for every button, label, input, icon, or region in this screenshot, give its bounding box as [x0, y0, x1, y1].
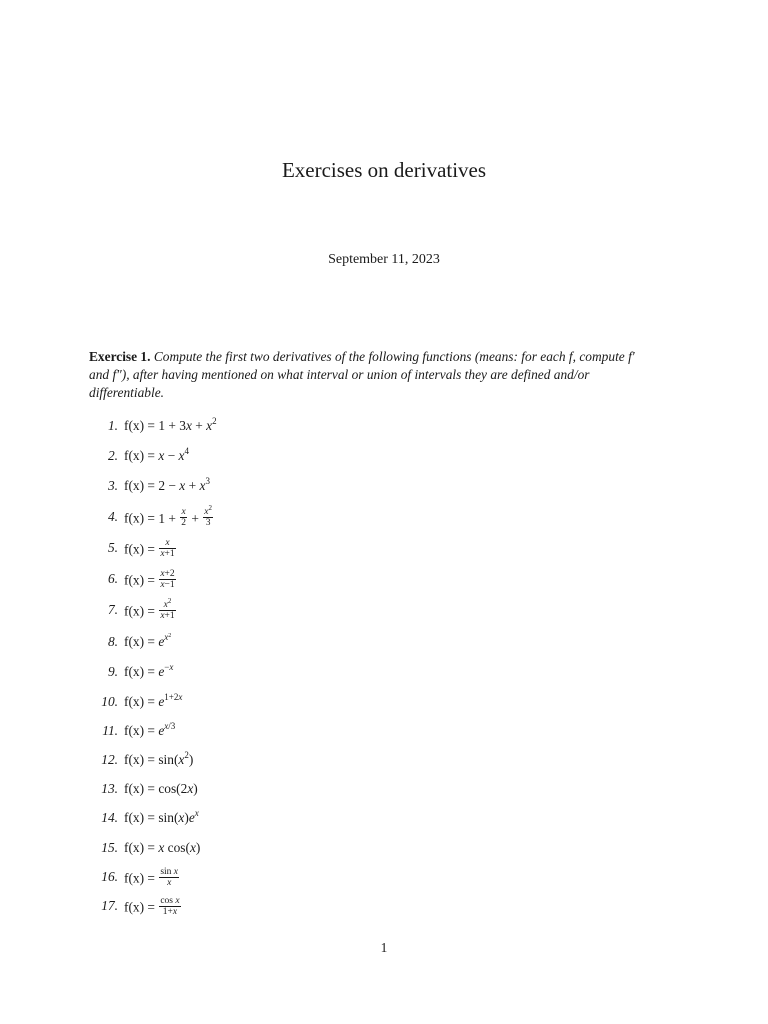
item-lhs: f(x) = [124, 664, 159, 679]
item-lhs: f(x) = [124, 723, 159, 738]
item-number: 6. [107, 571, 118, 586]
item-lhs: f(x) = [124, 510, 159, 526]
item-number: 3. [107, 478, 118, 493]
item-lhs: f(x) = [124, 448, 159, 463]
exercise-statement [89, 348, 649, 402]
list-item [0, 628, 600, 654]
list-item [0, 834, 600, 860]
document-date: September 11, 2023 [328, 252, 440, 267]
page-number: 1 [380, 940, 388, 955]
item-expression: $f(x) = x - x^4$ [124, 446, 189, 463]
item-number: 17. [101, 898, 118, 913]
item-lhs: f(x) = [124, 781, 159, 796]
item-lhs: f(x) = [124, 634, 159, 649]
item-expression: f(x) = 1 + $\frac{x}{2}$ + $\frac{x^2}{3}$ [124, 504, 212, 528]
item-number: 11. [102, 723, 118, 738]
list-item [0, 442, 600, 468]
item-expression: $f(x) = 2 - x + x^3$ [124, 476, 210, 493]
item-expression: $f(x) = \sin(x)e^x$ [124, 808, 199, 825]
item-number: 4. [107, 509, 118, 524]
item-expression: $f(x) = e^{1+2x}$ [124, 692, 183, 709]
item-number: 5. [107, 540, 118, 555]
list-item [0, 746, 600, 772]
symbol-f: f [568, 349, 573, 364]
document-title: Exercises on derivatives [281, 158, 487, 182]
list-item [0, 596, 600, 622]
item-expression: $f(x) = e^{x^2}$ [124, 632, 172, 649]
item-lhs: f(x) = [124, 810, 159, 825]
item-expression: f(x) = cos(2x) [124, 781, 198, 796]
list-item [0, 534, 600, 560]
item-lhs: f(x) = [124, 572, 159, 588]
item-lhs: f(x) = [124, 541, 159, 557]
list-item [0, 892, 600, 918]
list-item [0, 863, 600, 889]
item-expression: f(x) = $\frac{x+2}{x-1}$ [124, 569, 175, 590]
item-lhs: f(x) = [124, 603, 159, 619]
list-item [0, 503, 600, 529]
item-lhs: f(x) = [124, 870, 159, 886]
statement-part2: compute [576, 349, 629, 364]
item-lhs: f(x) = [124, 418, 159, 433]
list-item [0, 565, 600, 591]
item-number: 9. [107, 664, 118, 679]
symbol-fprime: f′ [628, 349, 635, 364]
exercise-label: Exercise 1. [89, 349, 151, 364]
item-expression: f(x) = $\frac{x^2}{x+1}$ [124, 597, 175, 621]
list-item [0, 412, 600, 438]
list-item [0, 472, 600, 498]
item-number: 2. [107, 448, 118, 463]
exercise-text [89, 349, 635, 400]
statement-part3: ), after having mentioned on what interval or union of intervals they are defined and/or differentiable. [89, 367, 590, 400]
item-lhs: f(x) = [124, 840, 159, 855]
item-expression: $f(x) = \sin(x^2)$ [124, 750, 194, 767]
item-number: 14. [101, 810, 118, 825]
statement-part1: Compute the first two derivatives of the following functions (means: for each [153, 349, 569, 364]
list-item [0, 658, 600, 684]
item-expression: f(x) = $\frac{\text{sin x}}{x}$ [124, 867, 179, 888]
item-number: 13. [101, 781, 118, 796]
item-number: 16. [101, 869, 118, 884]
list-item [0, 717, 600, 743]
item-expression: $f(x) = e^{x/3}$ [124, 721, 176, 738]
item-expression: f(x) = $\frac{\text{cos x}}{1+x}$ [124, 896, 180, 917]
item-number: 15. [101, 840, 118, 855]
list-item [0, 775, 600, 801]
item-lhs: f(x) = [124, 899, 159, 915]
item-expression: f(x) = x cos(x) [124, 840, 201, 855]
item-number: 10. [101, 694, 118, 709]
item-lhs: f(x) = [124, 478, 159, 493]
item-expression: $f(x) = e^{-x}$ [124, 662, 174, 679]
item-number: 12. [101, 752, 118, 767]
item-number: 7. [107, 602, 118, 617]
item-number: 8. [107, 634, 118, 649]
item-lhs: f(x) = [124, 752, 159, 767]
item-expression: f(x) = $\frac{x}{x+1}$ [124, 538, 175, 559]
symbol-fsecond: f″ [112, 367, 122, 382]
statement-and: and [89, 367, 113, 382]
list-item [0, 804, 600, 830]
item-number: 1. [107, 418, 118, 433]
list-item [0, 688, 600, 714]
item-expression: $f(x) = 1 + 3x + x^2$ [124, 416, 217, 433]
item-lhs: f(x) = [124, 694, 159, 709]
comma: , [572, 349, 577, 364]
